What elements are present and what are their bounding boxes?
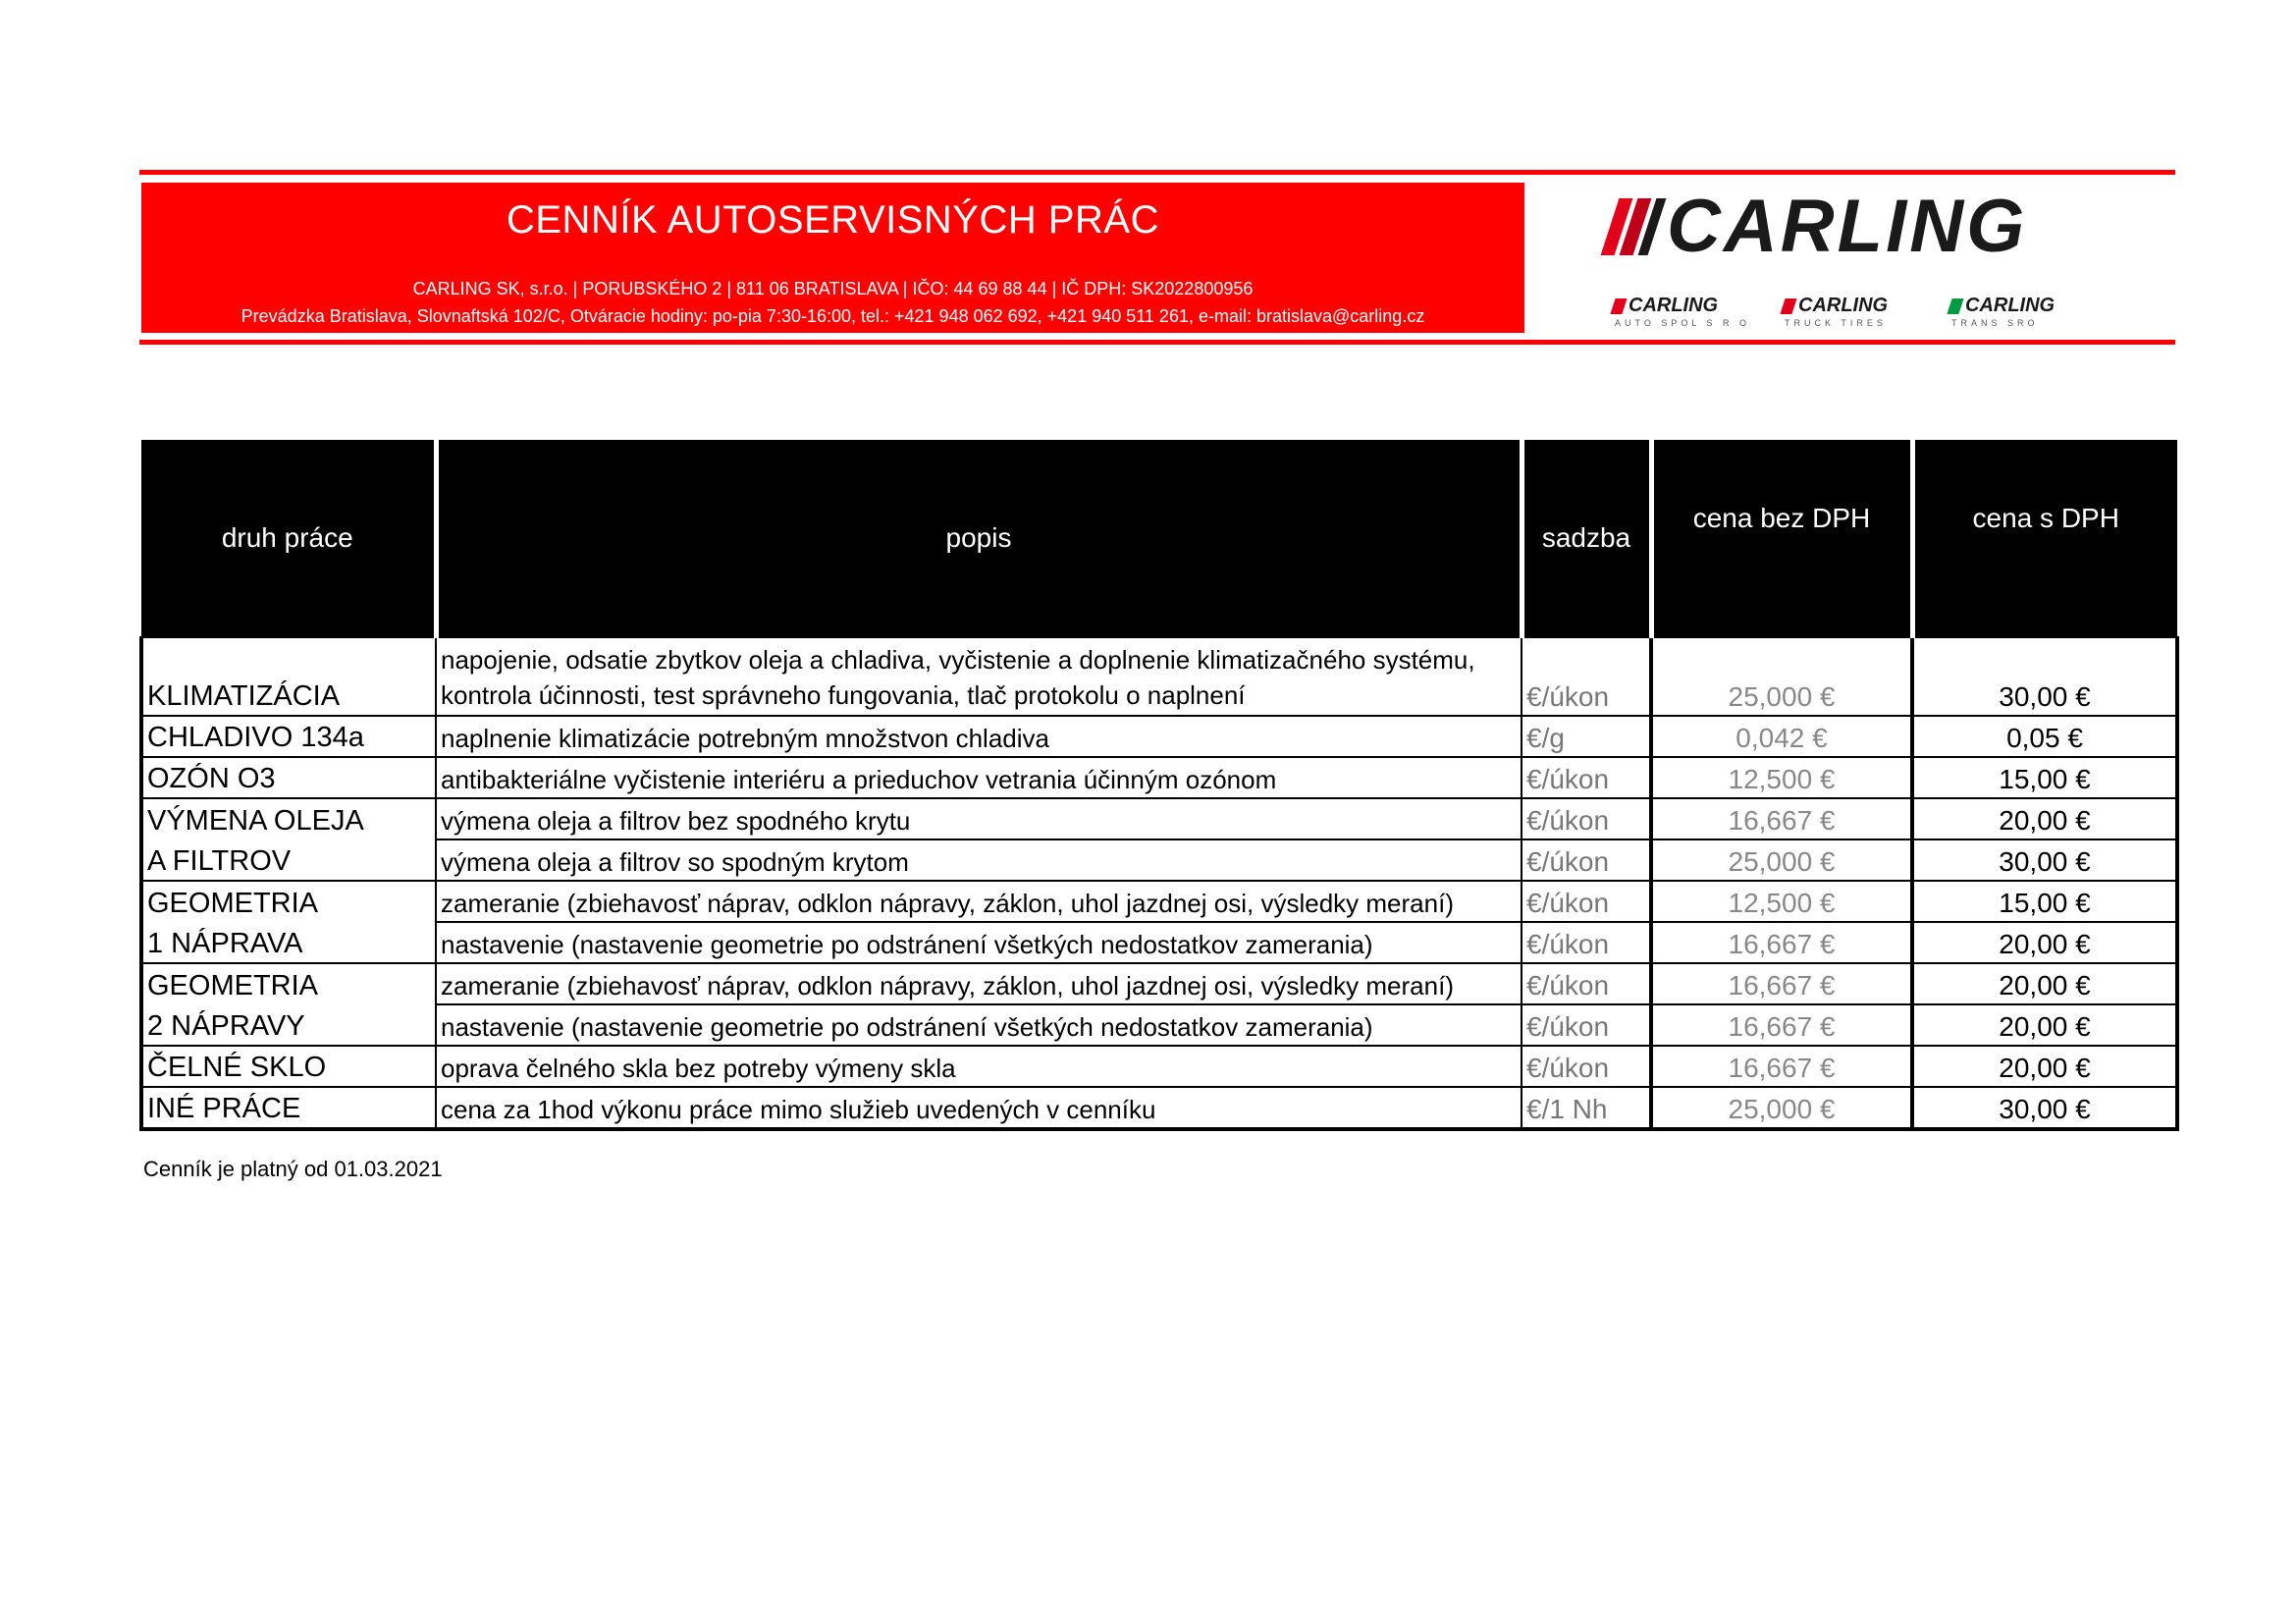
row-price-gross: 20,00 € (1912, 1004, 2177, 1046)
row-rate: €/úkon (1522, 1004, 1651, 1046)
col-header-type: druh práce (141, 440, 436, 637)
row-category: GEOMETRIA (141, 963, 436, 1004)
row-category: KLIMATIZÁCIA (141, 637, 436, 716)
row-price-net: 16,667 € (1651, 1046, 1912, 1087)
row-category: OZÓN O3 (141, 757, 436, 798)
validity-note: Cenník je platný od 01.03.2021 (143, 1157, 443, 1181)
company-info: CARLING SK, s.r.o. | PORUBSKÉHO 2 | 811 06 BRATISLAVA | IČO: 44 69 88 44 | IČ DPH: SK2022800956 (412, 279, 1254, 298)
row-price-net: 0,042 € (1651, 716, 1912, 757)
table-row (141, 757, 2177, 798)
row-rate: €/1 Nh (1522, 1087, 1651, 1129)
row-category: A FILTROV (141, 839, 436, 881)
row-price-gross: 30,00 € (1912, 839, 2177, 881)
row-description: oprava čelného skla bez potreby výmeny skla (436, 1046, 1522, 1087)
row-description: nastavenie (nastavenie geometrie po odstránení všetkých nedostatkov zamerania) (436, 922, 1522, 963)
header-bottom-rule (139, 340, 2175, 345)
row-description: zameranie (zbiehavosť náprav, odklon nápravy, záklon, uhol jazdnej osi, výsledky meraní) (436, 963, 1522, 1004)
table-row (141, 716, 2177, 757)
sub-logo-truck: CARLING TRUCK TIRES (1783, 295, 1920, 328)
row-rate: €/úkon (1522, 798, 1651, 839)
table-row (141, 922, 2177, 963)
table-row (141, 637, 2177, 716)
row-price-gross: 30,00 € (1912, 637, 2177, 716)
table-row (141, 1087, 2177, 1129)
row-description: antibakteriálne vyčistenie interiéru a prieduchov vetrania účinným ozónom (436, 757, 1522, 798)
table-row (141, 1046, 2177, 1087)
row-rate: €/úkon (1522, 922, 1651, 963)
row-rate: €/g (1522, 716, 1651, 757)
row-description: cena za 1hod výkonu práce mimo služieb uvedených v cenníku (436, 1087, 1522, 1129)
row-rate: €/úkon (1522, 881, 1651, 922)
row-price-net: 12,500 € (1651, 757, 1912, 798)
row-rate: €/úkon (1522, 757, 1651, 798)
carling-logo (1610, 185, 2071, 340)
logo-stripes-icon (1610, 198, 1657, 255)
row-rate: €/úkon (1522, 839, 1651, 881)
row-description: výmena oleja a filtrov so spodným krytom (436, 839, 1522, 881)
row-price-net: 25,000 € (1651, 637, 1912, 716)
row-price-net: 16,667 € (1651, 963, 1912, 1004)
row-price-net: 16,667 € (1651, 798, 1912, 839)
col-header-desc: popis (436, 440, 1522, 637)
page-title: CENNÍK AUTOSERVISNÝCH PRÁC (506, 198, 1159, 242)
row-price-net: 16,667 € (1651, 922, 1912, 963)
row-price-gross: 20,00 € (1912, 922, 2177, 963)
table-row (141, 1004, 2177, 1046)
row-rate: €/úkon (1522, 637, 1651, 716)
table-row (141, 798, 2177, 839)
row-price-net: 25,000 € (1651, 839, 1912, 881)
row-description: napojenie, odsatie zbytkov oleja a chladiva, vyčistenie a doplnenie klimatizačného systému, kontrola účinnosti, test správneho fungovania, tlač protokolu o naplnení (436, 637, 1522, 716)
row-price-gross: 30,00 € (1912, 1087, 2177, 1129)
row-price-net: 16,667 € (1651, 1004, 1912, 1046)
sub-logo-auto: CARLING AUTO SPOL S R O (1613, 295, 1750, 328)
row-description: zameranie (zbiehavosť náprav, odklon nápravy, záklon, uhol jazdnej osi, výsledky meraní) (436, 881, 1522, 922)
row-description: výmena oleja a filtrov bez spodného krytu (436, 798, 1522, 839)
row-price-gross: 15,00 € (1912, 757, 2177, 798)
col-header-net: cena bez DPH (1651, 440, 1912, 637)
table-row (141, 839, 2177, 881)
row-price-gross: 20,00 € (1912, 963, 2177, 1004)
row-category: GEOMETRIA (141, 881, 436, 922)
header-banner (141, 183, 1524, 333)
row-rate: €/úkon (1522, 963, 1651, 1004)
row-price-gross: 0,05 € (1912, 716, 2177, 757)
row-category: 1 NÁPRAVA (141, 922, 436, 963)
logo-mark-icon (1780, 298, 1796, 314)
table-row (141, 881, 2177, 922)
row-category: VÝMENA OLEJA (141, 798, 436, 839)
row-price-gross: 15,00 € (1912, 881, 2177, 922)
row-price-net: 25,000 € (1651, 1087, 1912, 1129)
row-price-gross: 20,00 € (1912, 798, 2177, 839)
row-category: INÉ PRÁCE (141, 1087, 436, 1129)
row-category: CHLADIVO 134a (141, 716, 436, 757)
price-table (139, 440, 2179, 1131)
row-rate: €/úkon (1522, 1046, 1651, 1087)
row-price-gross: 20,00 € (1912, 1046, 2177, 1087)
logo-wordmark: CARLING (1667, 185, 2028, 268)
row-description: naplnenie klimatizácie potrebným množstvon chladiva (436, 716, 1522, 757)
table-header-row (141, 440, 2177, 637)
table-row (141, 963, 2177, 1004)
branch-info: Prevádzka Bratislava, Slovnaftská 102/C, Otváracie hodiny: po-pia 7:30-16:00, tel.: +421 948 062 692, +421 940 511 261, e-mail: bratislava@carling.cz (240, 306, 1425, 326)
row-category: ČELNÉ SKLO (141, 1046, 436, 1087)
sub-logo-trans: CARLING TRANS SRO (1949, 295, 2087, 328)
row-price-net: 12,500 € (1651, 881, 1912, 922)
row-category: 2 NÁPRAVY (141, 1004, 436, 1046)
row-description: nastavenie (nastavenie geometrie po odstránení všetkých nedostatkov zamerania) (436, 1004, 1522, 1046)
col-header-rate: sadzba (1522, 440, 1651, 637)
header-top-rule (139, 170, 2175, 175)
logo-mark-icon (1610, 298, 1627, 314)
col-header-gross: cena s DPH (1912, 440, 2177, 637)
logo-mark-icon (1947, 298, 1963, 314)
